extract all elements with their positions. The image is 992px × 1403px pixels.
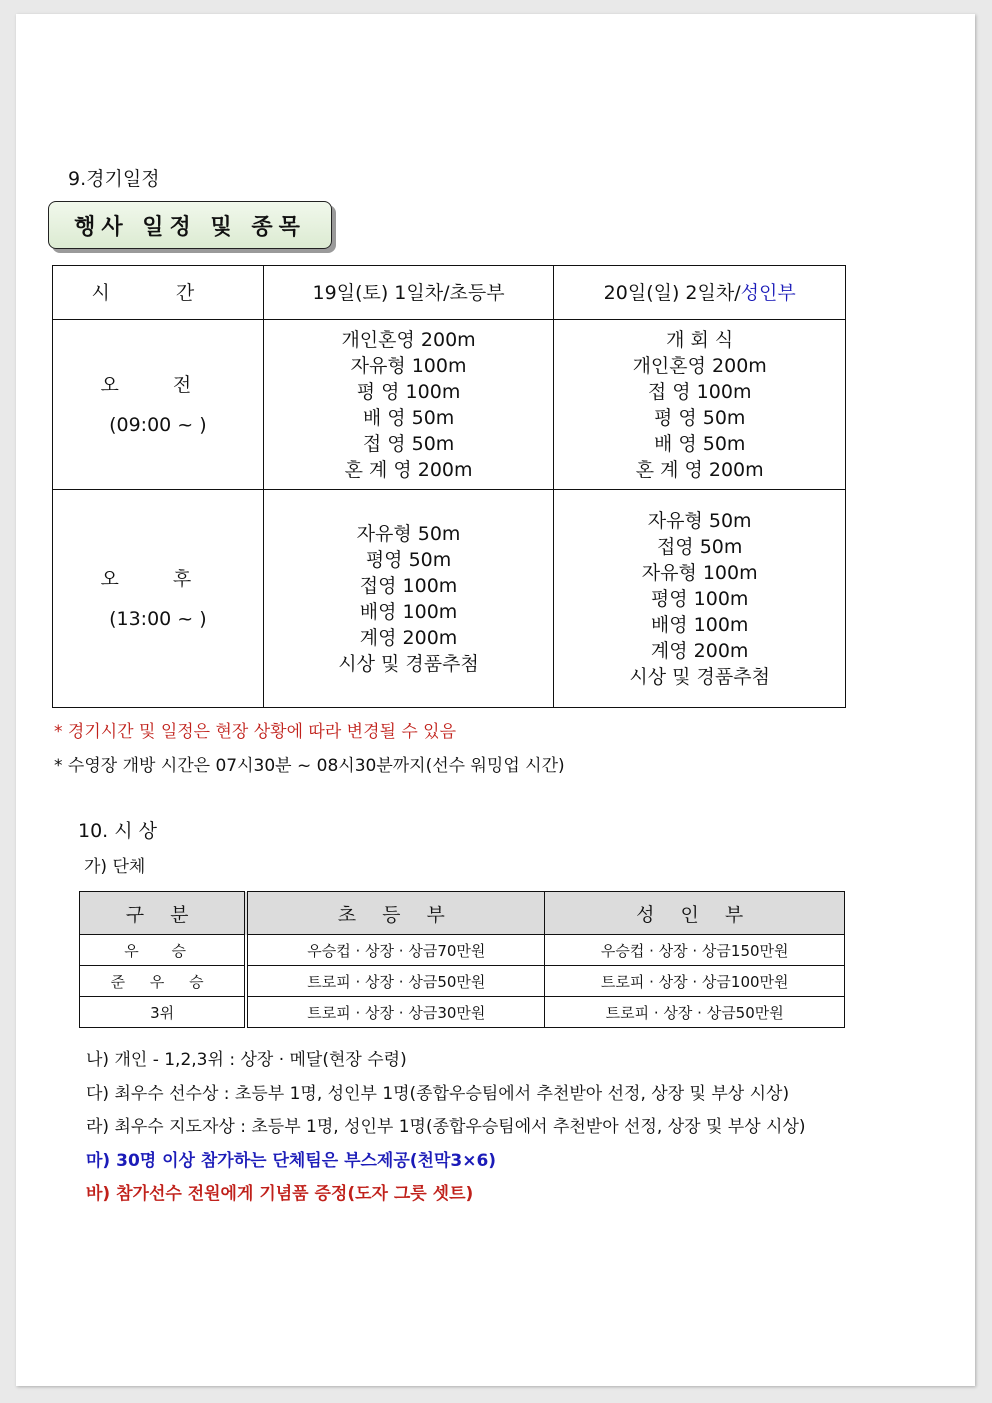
event-item: 자유형 100m [641, 561, 758, 584]
award-elementary: 우승컵 · 상장 · 상금70만원 [246, 935, 545, 966]
event-item: 배영 100m [359, 600, 458, 623]
award-best-coach: 라) 최우수 지도자상 : 초등부 1명, 성인부 1명(종합우승팀에서 추천받아 선정, 상장 및 부상 시상) [86, 1117, 806, 1137]
awards-header-category: 구 분 [80, 892, 247, 935]
event-item: 배 영 50m [362, 406, 455, 429]
awards-header-elementary: 초 등 부 [246, 892, 545, 935]
event-item: 자유형 100m [350, 354, 467, 377]
booth-notice: 마) 30명 이상 참가하는 단체팀은 부스제공(천막3×6) [86, 1151, 497, 1171]
event-item: 혼 계 영 200m [344, 458, 473, 481]
award-individual: 나) 개인 - 1,2,3위 : 상장 · 메달(현장 수령) [86, 1050, 407, 1070]
awards-table [79, 891, 845, 1028]
morning-time: (09:00 ~ ) [109, 413, 207, 436]
event-item: 배영 100m [650, 613, 749, 636]
note-pool-hours: * 수영장 개방 시간은 07시30분 ~ 08시30분까지(선수 워밍업 시간) [54, 756, 565, 776]
event-item: 평영 50m [365, 548, 452, 571]
afternoon-day1-cell [263, 490, 554, 708]
schedule-header-row [53, 266, 846, 320]
event-item: 평 영 50m [653, 406, 746, 429]
awards-header-adult: 성 인 부 [545, 892, 845, 935]
morning-label: 오 전 [100, 373, 216, 396]
afternoon-label: 오 후 [100, 567, 216, 590]
event-item: 배 영 50m [653, 432, 746, 455]
event-item: 자유형 50m [647, 509, 752, 532]
table-row [80, 997, 845, 1028]
event-item: 접 영 50m [362, 432, 455, 455]
morning-day2-cell [554, 320, 846, 490]
award-elementary: 트로피 · 상장 · 상금30만원 [246, 997, 545, 1028]
awards-header-row [80, 892, 845, 935]
afternoon-row [53, 490, 846, 708]
header-day2: 20일(일) 2일차/성인부 [554, 266, 846, 320]
award-rank: 우 승 [80, 935, 247, 966]
event-item: 평영 100m [650, 587, 749, 610]
event-item: 자유형 50m [356, 522, 461, 545]
header-day2-accent: 성인부 [740, 281, 796, 304]
award-rank: 준 우 승 [80, 966, 247, 997]
table-row [80, 935, 845, 966]
header-day1: 19일(토) 1일차/초등부 [263, 266, 554, 320]
award-best-athlete: 다) 최우수 선수상 : 초등부 1명, 성인부 1명(종합우승팀에서 추천받아 선정, 상장 및 부상 시상) [86, 1084, 790, 1104]
event-item: 개인혼영 200m [341, 328, 476, 351]
morning-row [53, 320, 846, 490]
afternoon-time: (13:00 ~ ) [109, 607, 207, 630]
section-10-title: 10. 시 상 [78, 820, 158, 842]
schedule-badge: 행사 일정 및 종목 [48, 201, 332, 249]
award-adult: 트로피 · 상장 · 상금50만원 [545, 997, 845, 1028]
event-item: 개인혼영 200m [632, 354, 767, 377]
event-item: 계영 200m [650, 639, 749, 662]
note-schedule-change: * 경기시간 및 일정은 현장 상황에 따라 변경될 수 있음 [54, 722, 456, 742]
event-item: 혼 계 영 200m [635, 458, 764, 481]
section-9-title: 9.경기일정 [68, 168, 160, 190]
section-10-sub-a: 가) 단체 [84, 857, 146, 877]
event-item: 시상 및 경품추첨 [338, 652, 479, 675]
document-page [16, 14, 975, 1386]
afternoon-time-cell [53, 490, 264, 708]
schedule-table [52, 265, 846, 708]
event-item: 시상 및 경품추첨 [629, 665, 770, 688]
award-rank: 3위 [80, 997, 247, 1028]
award-adult: 우승컵 · 상장 · 상금150만원 [545, 935, 845, 966]
event-item: 평 영 100m [356, 380, 461, 403]
table-row [80, 966, 845, 997]
morning-time-cell [53, 320, 264, 490]
event-item: 접 영 100m [647, 380, 752, 403]
award-adult: 트로피 · 상장 · 상금100만원 [545, 966, 845, 997]
event-item: 접영 50m [656, 535, 743, 558]
award-elementary: 트로피 · 상장 · 상금50만원 [246, 966, 545, 997]
event-item: 계영 200m [359, 626, 458, 649]
event-item: 접영 100m [359, 574, 458, 597]
event-item: 개 회 식 [666, 328, 734, 351]
afternoon-day2-cell [554, 490, 846, 708]
souvenir-notice: 바) 참가선수 전원에게 기념품 증정(도자 그릇 셋트) [86, 1184, 474, 1204]
morning-day1-cell [263, 320, 554, 490]
header-time: 시 간 [53, 266, 264, 320]
